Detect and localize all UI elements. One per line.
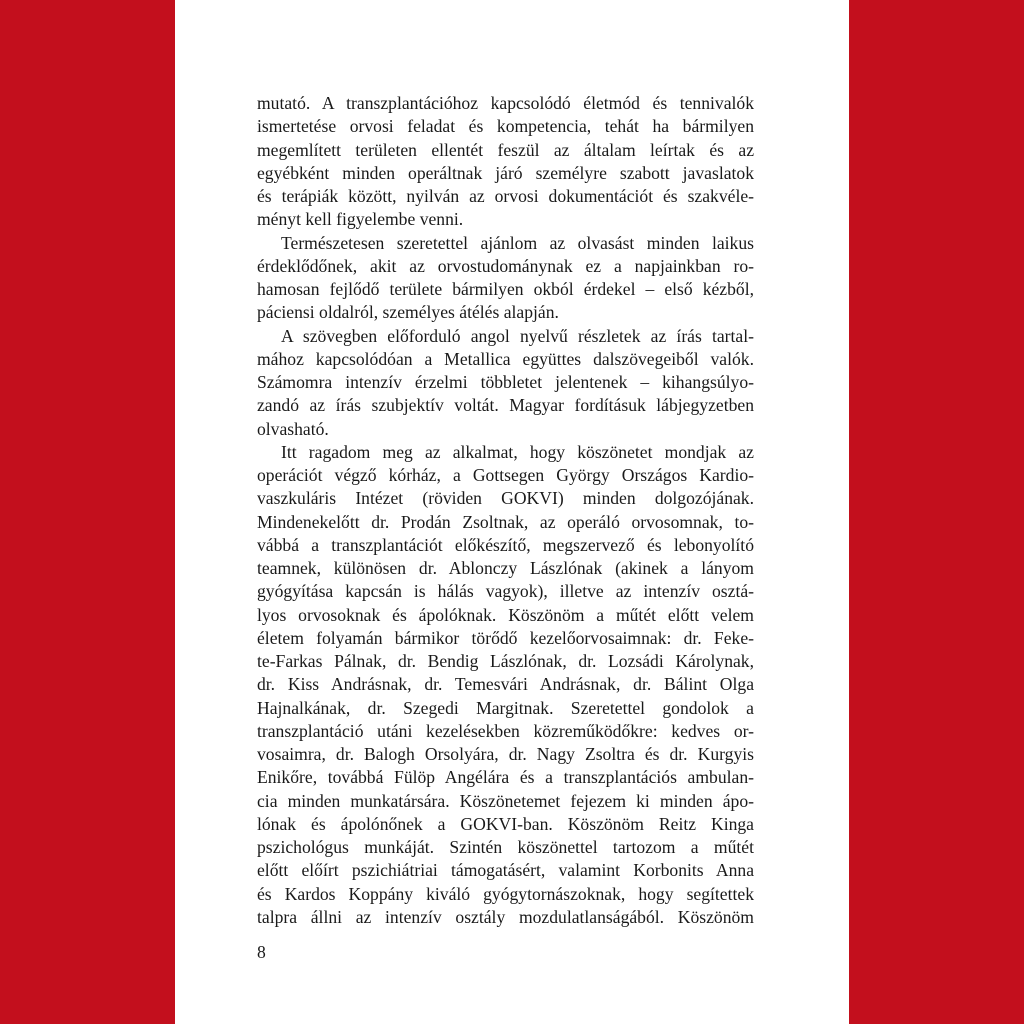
text-line: ményt kell figyelembe venni. — [257, 209, 464, 230]
text-line: olvasható. — [257, 418, 329, 439]
text-line: egyébként minden operáltnak járó személyre szabott javaslatok — [257, 162, 754, 183]
text-line: mutató. A transzplantációhoz kapcsolódó életmód és tennivalók — [257, 93, 754, 113]
text-line: vaszkuláris Intézet (röviden GOKVI) minden dolgozójának. — [257, 488, 754, 509]
text-line: megemlített területen ellentét feszül az általam leírtak és az — [257, 139, 754, 160]
text-line: teamnek, különösen dr. Ablonczy Lászlónak (akinek a lányom — [257, 558, 754, 578]
text-line: mához kapcsolódóan a Metallica együttes dalszövegeiből valók. — [257, 348, 754, 369]
text-line: érdeklődőnek, akit az orvostudománynak ez a napjainkban ro- — [257, 255, 754, 276]
text-line: talpra állni az intenzív osztály mozdulatlanságából. Köszönöm — [257, 906, 754, 927]
text-line: A szövegben előforduló angol nyelvű részletek az írás tartal- — [281, 325, 754, 346]
text-line: Természetesen szeretettel ajánlom az olvasást minden laikus — [281, 232, 754, 253]
text-line: operációt végző kórház, a Gottsegen György Országos Kardio- — [257, 465, 754, 485]
text-line: és terápiák között, nyilván az orvosi dokumentációt és szakvéle- — [257, 186, 754, 206]
page-number: 8 — [257, 942, 266, 962]
text-line: vábbá a transzplantációt előkészítő, megszervező és lebonyolító — [257, 534, 754, 555]
text-line: Hajnalkának, dr. Szegedi Margitnak. Szeretettel gondolok a — [257, 697, 754, 718]
text-line: Számomra intenzív érzelmi többletet jelentenek – kihangsúlyo- — [257, 372, 754, 392]
text-line: és Kardos Koppány kiváló gyógytornászoknak, hogy segítettek — [257, 883, 754, 904]
text-line: előtt előírt pszichiátriai támogatásért, valamint Korbonits Anna — [257, 860, 754, 881]
text-line: transzplantáció utáni kezelésekben közreműködőkre: kedves or- — [257, 720, 754, 741]
text-line: dr. Kiss Andrásnak, dr. Temesvári Andrásnak, dr. Bálint Olga — [257, 674, 754, 695]
paragraph — [257, 232, 754, 325]
text-line: lónak és ápolónőnek a GOKVI-ban. Köszönöm Reitz Kinga — [257, 813, 754, 834]
text-line: te-Farkas Pálnak, dr. Bendig Lászlónak, dr. Lozsádi Károlynak, — [257, 651, 754, 671]
text-line: zandó az írás szubjektív voltát. Magyar fordításuk lábjegyzetben — [257, 395, 754, 416]
text-line: Itt ragadom meg az alkalmat, hogy köszönetet mondjak az — [281, 441, 754, 462]
text-line: ismertetése orvosi feladat és kompetencia, tehát ha bármilyen — [257, 116, 754, 137]
right-red-border — [849, 0, 1024, 1024]
text-line: gyógyítása kapcsán is hálás vagyok), illetve az intenzív osztá- — [257, 581, 754, 602]
paragraph — [257, 92, 754, 232]
body-text — [257, 92, 754, 929]
book-page — [175, 0, 849, 1024]
text-line: életem folyamán bármikor törődő kezelőorvosaimnak: dr. Feke- — [257, 627, 754, 648]
paragraph — [257, 325, 754, 441]
text-line: lyos orvosoknak és ápolóknak. Köszönöm a műtét előtt velem — [257, 604, 754, 625]
text-line: hamosan fejlődő területe bármilyen okból érdekel – első kézből, — [257, 279, 754, 299]
text-line: cia minden munkatársára. Köszönetemet fejezem ki minden ápo- — [257, 790, 754, 811]
text-line: páciensi oldalról, személyes átélés alapján. — [257, 302, 559, 323]
left-red-border — [0, 0, 175, 1024]
text-line: pszichológus munkáját. Szintén köszönettel tartozom a műtét — [257, 837, 754, 857]
text-line: vosaimra, dr. Balogh Orsolyára, dr. Nagy Zsoltra és dr. Kurgyis — [257, 744, 754, 764]
text-line: Enikőre, továbbá Fülöp Angélára és a transzplantációs ambulan- — [257, 767, 754, 788]
paragraph — [257, 441, 754, 929]
text-line: Mindenekelőtt dr. Prodán Zsoltnak, az operáló orvosomnak, to- — [257, 511, 754, 532]
